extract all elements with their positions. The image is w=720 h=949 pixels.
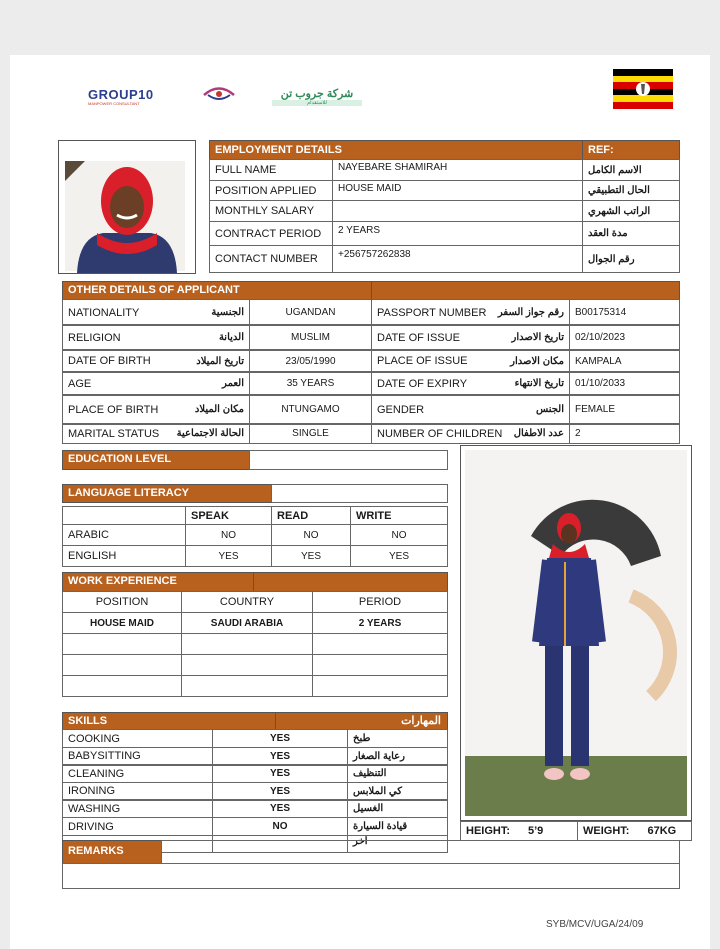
group10-logo-text: GROUP10 [88, 87, 154, 102]
skill-name: WASHING [62, 799, 213, 818]
height-label: HEIGHT: [466, 825, 510, 837]
weight-cell [577, 821, 692, 841]
skill-name: BABYSITTING [62, 747, 213, 766]
work-experience-header [62, 572, 254, 592]
employment-value: +256757262838 [332, 245, 583, 273]
language-literacy-title: LANGUAGE LITERACY [68, 487, 189, 499]
employment-arabic: رقم الجوال [582, 245, 680, 273]
other-left-label-cell [62, 349, 250, 373]
other-right-label-cell [371, 324, 570, 351]
other-right-label-cell [371, 349, 570, 373]
other-left-label: PLACE OF BIRTH [68, 403, 159, 416]
language-value: NO [350, 524, 448, 546]
employment-details-title: EMPLOYMENT DETAILS [215, 144, 342, 156]
work-cell [312, 633, 448, 655]
other-right-label-cell [371, 423, 570, 444]
remarks-header-right [161, 840, 680, 864]
full-body-photo [460, 445, 692, 821]
language-value: YES [185, 545, 272, 567]
cv-page [10, 55, 710, 949]
skill-arabic: الغسيل [347, 799, 448, 818]
language-name: ARABIC [62, 524, 186, 546]
height-cell [460, 821, 578, 841]
skill-value: YES [212, 764, 348, 783]
ref-header [582, 140, 680, 160]
arabic-company-subtitle: للاستقدام [272, 100, 362, 106]
group10-logo [88, 87, 168, 109]
other-right-label-cell [371, 299, 570, 326]
work-cell [312, 675, 448, 697]
ref-label: REF: [588, 144, 614, 156]
work-experience-header-right [253, 572, 448, 592]
skills-header-arabic [275, 712, 448, 730]
employment-label: CONTACT NUMBER [209, 245, 333, 273]
language-literacy-header-right [271, 484, 448, 503]
other-details-header [62, 281, 372, 300]
other-left-label: MARITAL STATUS [68, 427, 160, 440]
language-value: YES [350, 545, 448, 567]
other-left-label: AGE [68, 377, 92, 390]
other-left-value: 23/05/1990 [249, 349, 372, 373]
height-value: 5’9 [528, 825, 544, 837]
other-left-label-cell [62, 394, 250, 425]
skill-value: YES [212, 799, 348, 818]
uganda-flag-icon [613, 69, 673, 109]
skill-value: YES [212, 729, 348, 748]
work-experience-title: WORK EXPERIENCE [68, 575, 177, 587]
language-literacy-header [62, 484, 272, 503]
skill-other-arabic: أخر [347, 835, 448, 853]
other-left-arabic: الديانة [218, 332, 244, 343]
other-left-value: 35 YEARS [249, 371, 372, 396]
eye-logo-icon [202, 85, 236, 103]
language-header-blank [62, 506, 186, 525]
other-left-value: NTUNGAMO [249, 394, 372, 425]
skill-arabic: طبخ [347, 729, 448, 748]
language-value: NO [185, 524, 272, 546]
other-right-label: PLACE OF ISSUE [377, 355, 468, 367]
other-right-arabic: مكان الاصدار [510, 355, 564, 367]
work-column-header: COUNTRY [181, 591, 313, 613]
skill-name: DRIVING [62, 817, 213, 836]
other-right-arabic: عدد الاطفال [513, 428, 564, 439]
other-right-arabic: الجنس [535, 404, 564, 415]
work-column-header: PERIOD [312, 591, 448, 613]
employment-arabic: مدة العقد [582, 221, 680, 246]
skills-header [62, 712, 276, 730]
skill-arabic: رعاية الصغار [347, 747, 448, 766]
work-cell [181, 633, 313, 655]
work-cell: HOUSE MAID [62, 612, 182, 634]
work-cell [62, 654, 182, 676]
group10-logo-subtitle: MANPOWER CONSULTANT [88, 101, 140, 106]
other-right-label: DATE OF EXPIRY [377, 377, 468, 390]
other-right-label: GENDER [377, 403, 425, 416]
education-level-header [62, 450, 250, 470]
employment-label: CONTRACT PERIOD [209, 221, 333, 246]
skill-arabic: التنظيف [347, 764, 448, 783]
footer-reference: SYB/MCV/UGA/24/09 [546, 919, 644, 930]
language-column-header: READ [271, 506, 351, 525]
work-cell [62, 633, 182, 655]
other-left-label-cell [62, 324, 250, 351]
other-left-value: MUSLIM [249, 324, 372, 351]
employment-details-header [209, 140, 583, 160]
weight-value: 67KG [647, 825, 677, 837]
employment-label: POSITION APPLIED [209, 180, 333, 201]
other-left-value: UGANDAN [249, 299, 372, 326]
language-value: NO [271, 524, 351, 546]
other-left-arabic: الحالة الاجتماعية [176, 428, 244, 439]
other-right-label-cell [371, 394, 570, 425]
other-right-value: 2 [569, 423, 680, 444]
other-left-label: RELIGION [68, 331, 121, 344]
employment-arabic: الراتب الشهري [582, 200, 680, 222]
skill-arabic: كي الملابس [347, 782, 448, 801]
education-level-value [249, 450, 448, 470]
work-column-header: POSITION [62, 591, 182, 613]
work-cell: 2 YEARS [312, 612, 448, 634]
other-right-label: DATE OF ISSUE [377, 331, 460, 344]
skill-value: YES [212, 782, 348, 801]
other-right-value: 02/10/2023 [569, 324, 680, 351]
skill-arabic: قيادة السيارة [347, 817, 448, 836]
remarks-header [62, 840, 162, 864]
other-right-value: 01/10/2033 [569, 371, 680, 396]
remarks-value [62, 863, 680, 889]
other-left-label: NATIONALITY [68, 306, 140, 319]
skill-value: YES [212, 747, 348, 766]
other-left-value: SINGLE [249, 423, 372, 444]
skill-name: IRONING [62, 782, 213, 801]
skill-name: CLEANING [62, 764, 213, 783]
skill-name: COOKING [62, 729, 213, 748]
employment-value: NAYEBARE SHAMIRAH [332, 159, 583, 181]
employment-arabic: الاسم الكامل [582, 159, 680, 181]
remarks-title: REMARKS [68, 845, 124, 857]
other-right-label: PASSPORT NUMBER [377, 306, 487, 319]
work-cell: SAUDI ARABIA [181, 612, 313, 634]
portrait-photo [58, 140, 196, 274]
other-left-arabic: تاريخ الميلاد [196, 355, 244, 367]
other-right-value: FEMALE [569, 394, 680, 425]
work-cell [62, 675, 182, 697]
other-left-label-cell [62, 423, 250, 444]
other-left-label-cell [62, 371, 250, 396]
skills-title: SKILLS [68, 715, 108, 727]
arabic-company-logo [272, 87, 362, 109]
arabic-company-name: شركة جروب تن [280, 88, 354, 100]
work-cell [181, 675, 313, 697]
skills-title-arabic: المهارات [401, 715, 441, 727]
language-column-header: SPEAK [185, 506, 272, 525]
work-cell [181, 654, 313, 676]
other-left-label: DATE OF BIRTH [68, 355, 151, 367]
language-name: ENGLISH [62, 545, 186, 567]
other-right-label: NUMBER OF CHILDREN [377, 427, 503, 440]
other-right-arabic: تاريخ الانتهاء [514, 378, 564, 389]
other-details-title: OTHER DETAILS OF APPLICANT [68, 284, 240, 296]
other-left-arabic: العمر [222, 378, 244, 389]
employment-value [332, 200, 583, 222]
employment-value: HOUSE MAID [332, 180, 583, 201]
other-left-label-cell [62, 299, 250, 326]
other-right-value: B00175314 [569, 299, 680, 326]
weight-label: WEIGHT: [583, 825, 630, 837]
language-column-header: WRITE [350, 506, 448, 525]
other-right-arabic: رقم جواز السفر [497, 307, 564, 318]
other-right-arabic: تاريخ الاصدار [511, 332, 564, 343]
employment-arabic: الحال التطبيقي [582, 180, 680, 201]
employment-value: 2 YEARS [332, 221, 583, 246]
other-right-value: KAMPALA [569, 349, 680, 373]
skill-value: NO [212, 817, 348, 836]
language-value: YES [271, 545, 351, 567]
work-cell [312, 654, 448, 676]
other-left-arabic: مكان الميلاد [194, 404, 244, 415]
education-level-title: EDUCATION LEVEL [68, 453, 172, 465]
other-left-arabic: الجنسية [211, 307, 244, 318]
employment-label: FULL NAME [209, 159, 333, 181]
other-details-header-right [371, 281, 680, 300]
other-right-label-cell [371, 371, 570, 396]
employment-label: MONTHLY SALARY [209, 200, 333, 222]
